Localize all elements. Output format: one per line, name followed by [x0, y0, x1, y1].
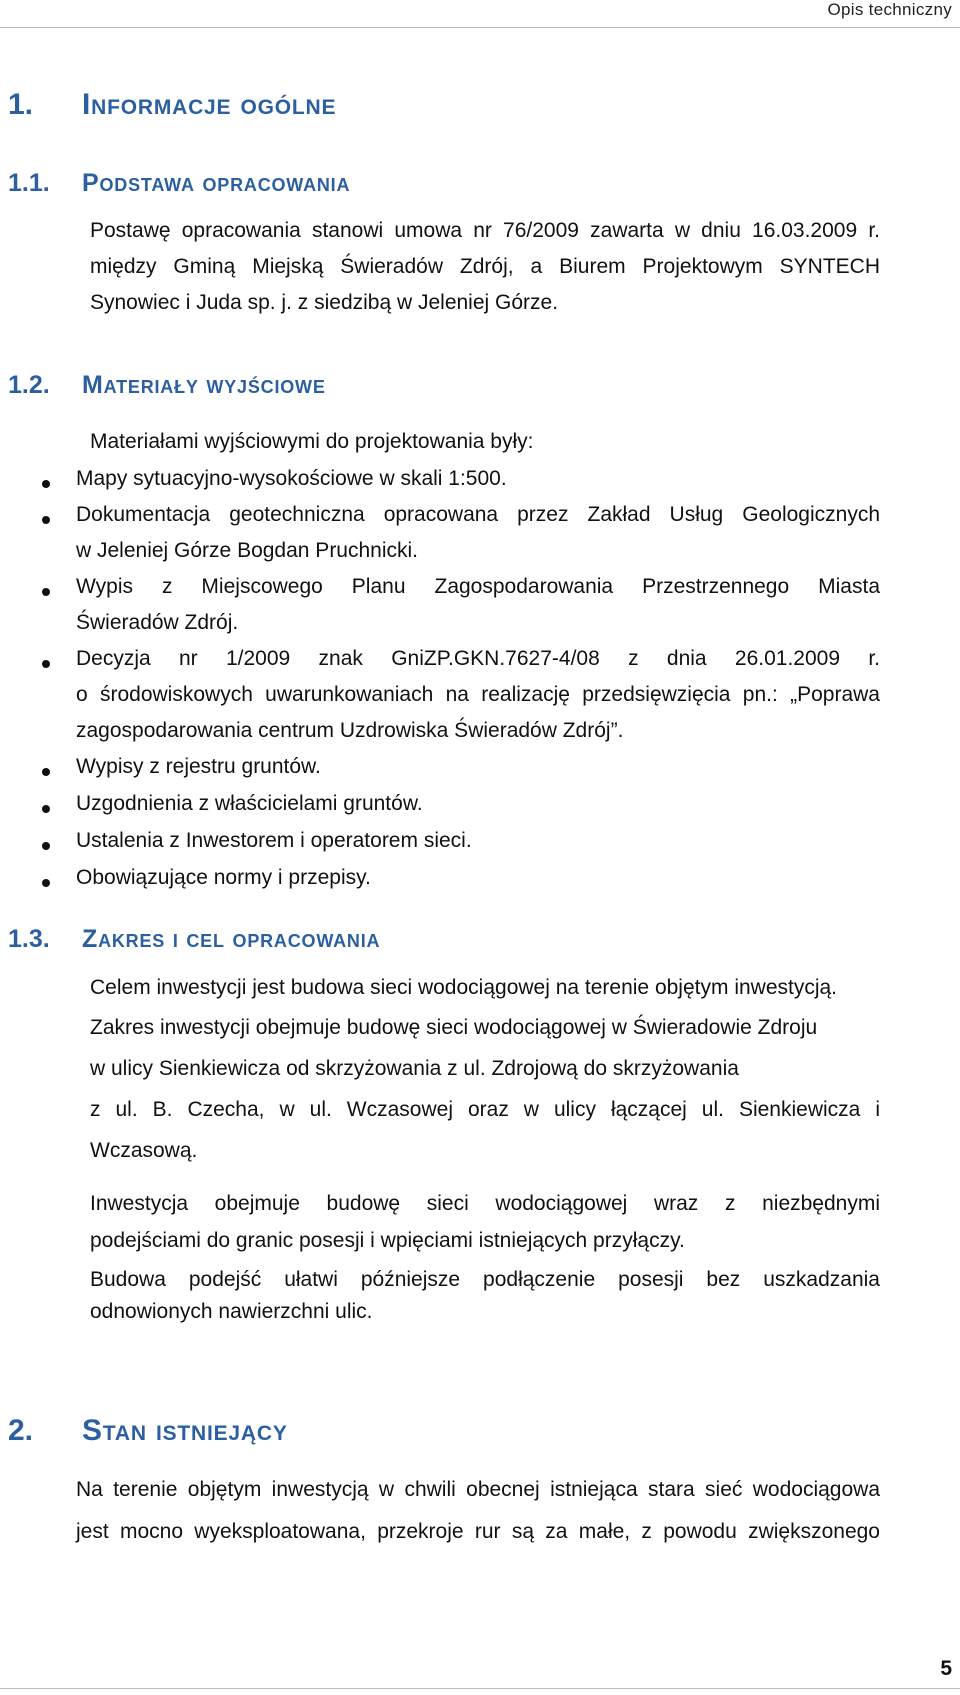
footer-divider: [0, 1688, 960, 1689]
list-item-line: o środowiskowych uwarunkowaniach na realizację przedsięwzięcia pn.: „Poprawa: [76, 683, 880, 706]
list-item-line: zagospodarowania centrum Uzdrowiska Świeradów Zdrój”.: [76, 719, 624, 742]
bullet-icon: [42, 516, 50, 524]
section-1-3-paragraph-1: Celem inwestycji jest budowa sieci wodociągowej na terenie objętym inwestycją.: [90, 976, 838, 999]
paragraph-line: Zakres inwestycji obejmuje budowę sieci wodociągowej w Świeradowie Zdroju: [90, 1016, 818, 1039]
list-item-line: Obowiązujące normy i przepisy.: [76, 866, 371, 889]
bullet-icon: [42, 879, 50, 887]
section-1-3-title: Zakres i cel opracowania: [82, 925, 381, 953]
section-1-2-intro: Materiałami wyjściowymi do projektowania były:: [90, 430, 534, 453]
list-item-line: Mapy sytuacyjno-wysokościowe w skali 1:500.: [76, 467, 507, 490]
header-divider: [0, 27, 960, 28]
bullet-icon: [42, 842, 50, 850]
section-1-3-number: 1.3.: [8, 925, 50, 953]
section-1-1-line-3: Synowiec i Juda sp. j. z siedzibą w Jeleniej Górze.: [90, 291, 559, 314]
list-item-line: Wypis z Miejscowego Planu Zagospodarowania Przestrzennego Miasta: [76, 575, 880, 598]
section-1-2-number: 1.2.: [8, 371, 50, 399]
paragraph-line: w ulicy Sienkiewicza od skrzyżowania z ul. Zdrojową do skrzyżowania: [90, 1057, 739, 1080]
running-header: Opis techniczny: [827, 0, 952, 19]
list-item-line: Decyzja nr 1/2009 znak GniZP.GKN.7627-4/08 z dnia 26.01.2009 r.: [76, 647, 880, 670]
bullet-icon: [42, 768, 50, 776]
page-number: 5: [940, 1657, 952, 1680]
section-2-number: 2.: [8, 1414, 34, 1447]
paragraph-line: podejściami do granic posesji i wpięciami istniejących przyłączy.: [90, 1229, 685, 1252]
section-1-2-title: Materiały wyjściowe: [82, 371, 326, 399]
section-2-line-1: Na terenie objętym inwestycją w chwili obecnej istniejąca stara sieć wodociągowa: [76, 1478, 880, 1501]
section-2-line-2: jest mocno wyeksploatowana, przekroje rur są za małe, z powodu zwiększonego: [76, 1520, 880, 1543]
list-item-line: Dokumentacja geotechniczna opracowana przez Zakład Usług Geologicznych: [76, 503, 880, 526]
section-1-1-line-1: Postawę opracowania stanowi umowa nr 76/2009 zawarta w dniu 16.03.2009 r.: [90, 219, 880, 242]
list-item-line: Uzgodnienia z właścicielami gruntów.: [76, 792, 423, 815]
section-1-1-number: 1.1.: [8, 169, 50, 197]
paragraph-line: odnowionych nawierzchni ulic.: [90, 1300, 373, 1323]
paragraph-line: z ul. B. Czecha, w ul. Wczasowej oraz w ulicy łączącej ul. Sienkiewicza i: [90, 1098, 880, 1121]
list-item-line: Ustalenia z Inwestorem i operatorem sieci.: [76, 829, 472, 852]
paragraph-line: Budowa podejść ułatwi późniejsze podłączenie posesji bez uszkadzania: [90, 1268, 880, 1291]
bullet-icon: [42, 588, 50, 596]
bullet-icon: [42, 805, 50, 813]
bullet-icon: [42, 660, 50, 668]
paragraph-line: Wczasową.: [90, 1139, 198, 1162]
list-item-line: w Jeleniej Górze Bogdan Pruchnicki.: [76, 539, 419, 562]
section-1-1-title: Podstawa opracowania: [82, 169, 351, 197]
section-2-title: Stan istniejący: [82, 1414, 288, 1447]
paragraph-line: Inwestycja obejmuje budowę sieci wodociągowej wraz z niezbędnymi: [90, 1192, 880, 1215]
section-1-1-line-2: między Gminą Miejską Świeradów Zdrój, a Biurem Projektowym SYNTECH: [90, 255, 880, 278]
section-1-title: Informacje ogólne: [82, 88, 337, 121]
section-1-number: 1.: [8, 88, 34, 121]
list-item-line: Świeradów Zdrój.: [76, 611, 239, 634]
bullet-icon: [42, 480, 50, 488]
list-item-line: Wypisy z rejestru gruntów.: [76, 755, 321, 778]
